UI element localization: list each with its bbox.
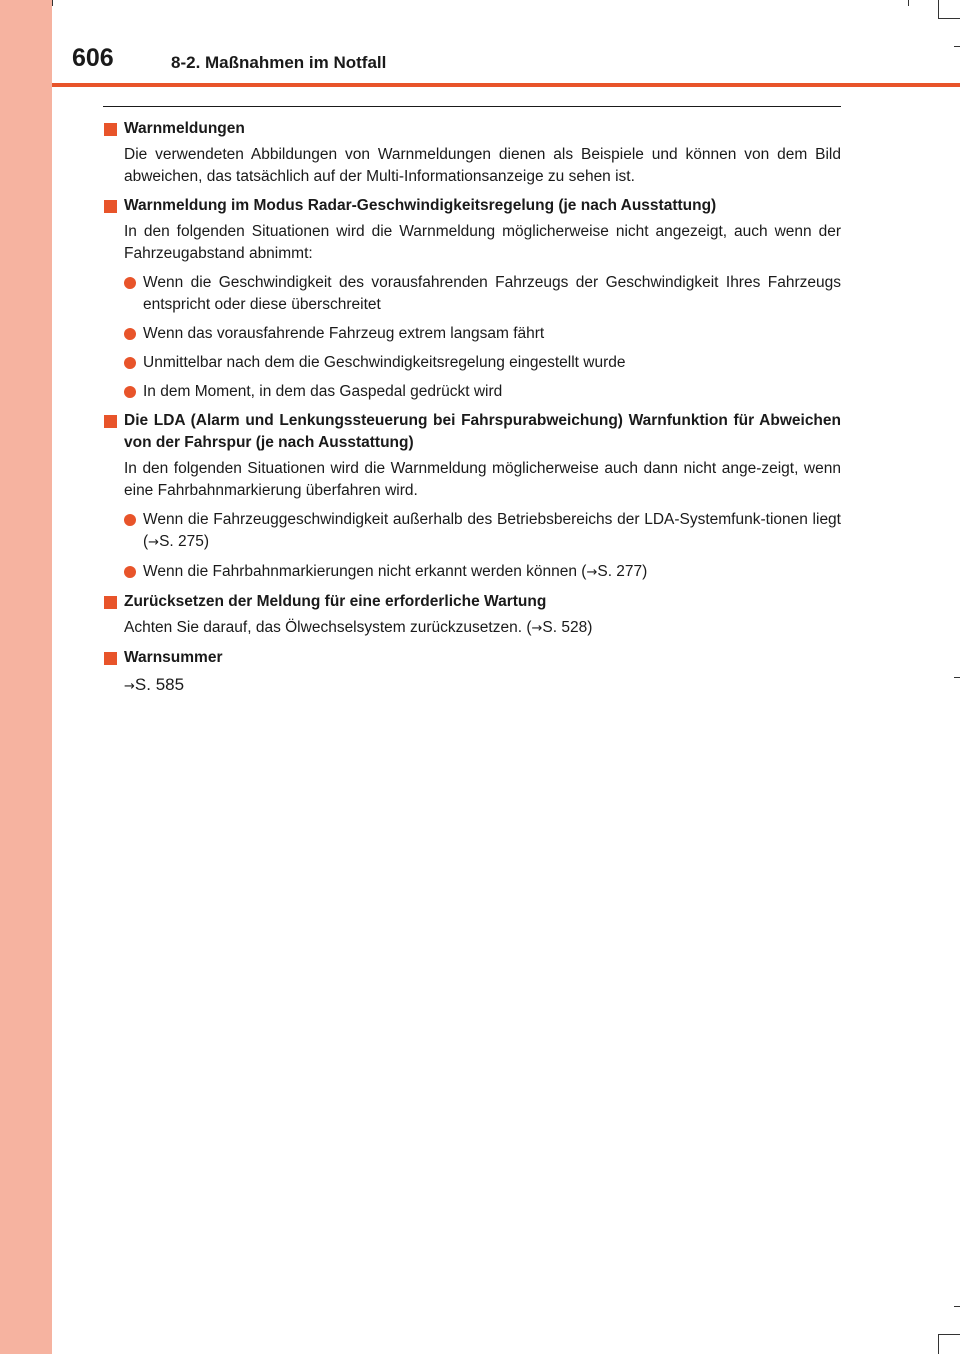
section-warnmeldungen (103, 118, 841, 188)
list-item (124, 323, 841, 345)
heading-text: Warnmeldungen (124, 120, 245, 137)
section-heading (103, 118, 841, 140)
section-paragraph (103, 617, 841, 640)
bullet-list (103, 272, 841, 403)
heading-text: Warnsummer (124, 649, 223, 666)
circle-bullet-icon (124, 328, 136, 340)
reference-line (103, 673, 841, 699)
crop-mark (938, 1334, 960, 1335)
arrow-right-icon: → (124, 679, 135, 694)
square-bullet-icon (104, 652, 117, 665)
arrow-right-icon: → (586, 565, 598, 580)
header-rule (52, 83, 960, 87)
heading-text: Warnmeldung im Modus Radar-Geschwindigkeitsregelung (je nach Ausstattung) (124, 197, 717, 214)
section-radar (103, 195, 841, 403)
paragraph-text: Achten Sie darauf, das Ölwechselsystem zurückzusetzen. ( (124, 619, 532, 636)
section-heading (103, 647, 841, 669)
section-heading (103, 591, 841, 613)
page-reference-link[interactable]: S. 528 (542, 619, 588, 636)
list-item-text: In dem Moment, in dem das Gaspedal gedrückt wird (143, 383, 503, 400)
list-item-text: Unmittelbar nach dem die Geschwindigkeitsregelung eingestellt wurde (143, 354, 626, 371)
heading-text: Zurücksetzen der Meldung für eine erforderliche Wartung (124, 593, 547, 610)
section-paragraph: Die verwendeten Abbildungen von Warnmeldungen dienen als Beispiele und können von dem Bild abweichen, das tatsächlich auf der Multi-Informationsanzeige zu sehen ist. (124, 146, 841, 185)
list-item-text-end: ) (642, 563, 648, 580)
circle-bullet-icon (124, 386, 136, 398)
arrow-right-icon: → (531, 621, 543, 636)
list-item-text: Wenn die Fahrbahnmarkierungen nicht erkannt werden können ( (143, 563, 587, 580)
page-content (103, 118, 841, 706)
crop-mark (954, 1306, 960, 1307)
square-bullet-icon (104, 200, 117, 213)
crop-mark (938, 1334, 939, 1354)
paragraph-text-end: ) (587, 619, 593, 636)
section-paragraph: In den folgenden Situationen wird die Warnmeldung möglicherweise auch dann nicht ange-zeigt, wenn eine Fahrbahnmarkierung überfahren wird. (124, 460, 841, 499)
page-header (52, 0, 960, 90)
heading-text: Die LDA (Alarm und Lenkungssteuerung bei Fahrspurabweichung) Warnfunktion für Abweichen von der Fahrspur (je nach Ausstattung) (124, 412, 841, 451)
list-item (124, 561, 841, 584)
section-warnsummer (103, 647, 841, 699)
page-reference-link[interactable]: S. 585 (134, 675, 185, 694)
square-bullet-icon (104, 123, 117, 136)
section-paragraph: In den folgenden Situationen wird die Warnmeldung möglicherweise nicht angezeigt, auch wenn der Fahrzeugabstand abnimmt: (124, 223, 841, 262)
section-heading (103, 195, 841, 217)
section-wartung (103, 591, 841, 640)
page-reference-link[interactable]: S. 277 (597, 563, 643, 580)
chapter-sidebar (0, 0, 52, 1354)
page-number: 606 (72, 44, 114, 72)
circle-bullet-icon (124, 277, 136, 289)
bullet-list (103, 509, 841, 584)
list-item (124, 352, 841, 374)
list-item-text: Wenn die Fahrzeuggeschwindigkeit außerhalb des Betriebsbereichs der LDA-Systemfunk-tionen liegt ( (143, 511, 841, 550)
crop-mark (954, 677, 960, 678)
list-item (124, 381, 841, 403)
circle-bullet-icon (124, 566, 136, 578)
list-item-text: Wenn die Geschwindigkeit des vorausfahrenden Fahrzeugs der Geschwindigkeit Ihres Fahrzeugs entspricht oder diese überschreitet (143, 274, 841, 313)
arrow-right-icon: → (148, 535, 160, 550)
list-item (124, 509, 841, 554)
square-bullet-icon (104, 596, 117, 609)
section-title: 8-2. Maßnahmen im Notfall (171, 53, 387, 72)
page-reference-link[interactable]: S. 275 (159, 533, 204, 550)
list-item-text-end: ) (203, 533, 210, 550)
section-lda (103, 410, 841, 584)
list-item-text: Wenn das vorausfahrende Fahrzeug extrem langsam fährt (143, 325, 545, 342)
square-bullet-icon (104, 415, 117, 428)
circle-bullet-icon (124, 514, 136, 526)
content-top-rule (103, 106, 841, 107)
circle-bullet-icon (124, 357, 136, 369)
section-heading (103, 410, 841, 454)
list-item (124, 272, 841, 316)
